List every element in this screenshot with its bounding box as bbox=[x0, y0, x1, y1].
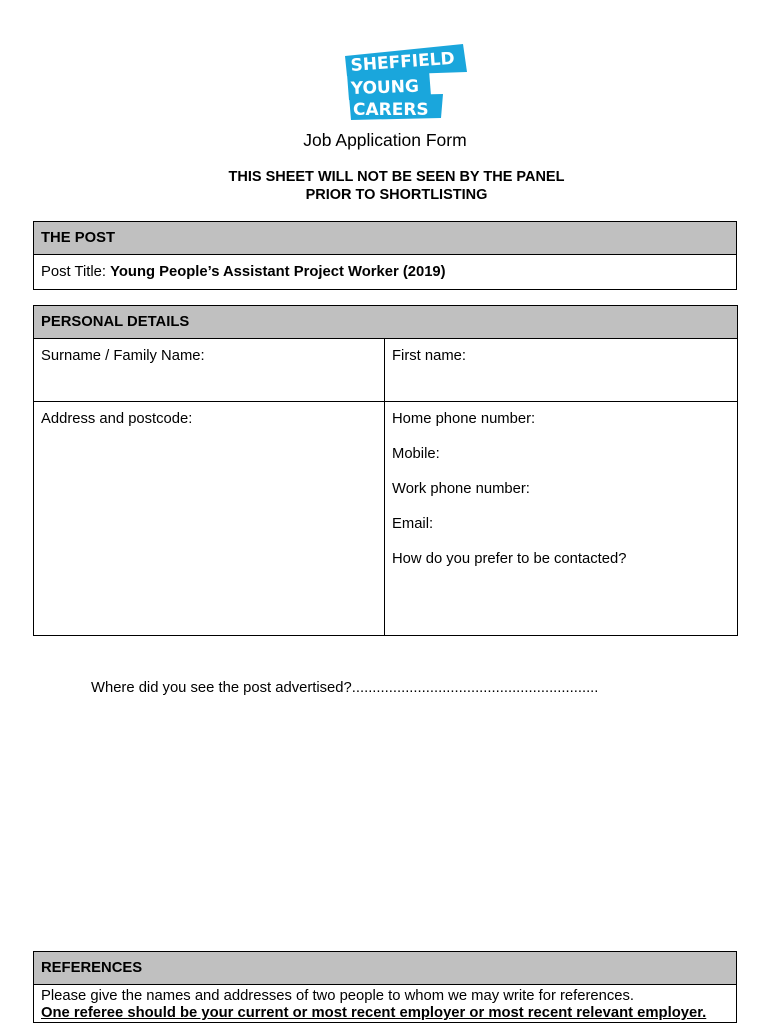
sheffield-young-carers-logo bbox=[343, 44, 469, 120]
post-title-cell[interactable] bbox=[34, 255, 737, 290]
references-requirement: One referee should be your current or most recent employer or most recent relevant employer. bbox=[41, 1005, 707, 1021]
surname-field[interactable] bbox=[34, 339, 385, 402]
notice-line1: THIS SHEET WILL NOT BE SEEN BY THE PANEL bbox=[228, 169, 565, 185]
references-section bbox=[33, 951, 737, 1023]
form-title: Job Application Form bbox=[303, 130, 467, 150]
references-text bbox=[34, 985, 737, 1023]
contact-details-field[interactable] bbox=[385, 402, 738, 636]
address-label: Address and postcode: bbox=[41, 411, 193, 427]
home-phone-label: Home phone number: bbox=[392, 411, 536, 427]
address-field[interactable] bbox=[34, 402, 385, 636]
post-section bbox=[33, 221, 737, 290]
references-instruction: Please give the names and addresses of two people to whom we may write for references. bbox=[41, 988, 635, 1004]
advert-question: Where did you see the post advertised?............................................................ bbox=[91, 680, 599, 696]
post-title-value: Young People’s Assistant Project Worker (2019) bbox=[110, 264, 446, 280]
logo-line3: CARERS bbox=[353, 100, 429, 120]
panel-notice bbox=[0, 168, 770, 204]
firstname-field[interactable] bbox=[385, 339, 738, 402]
logo-line1: SHEFFIELD bbox=[349, 48, 456, 76]
post-header: THE POST bbox=[34, 222, 737, 255]
surname-label: Surname / Family Name: bbox=[41, 348, 205, 364]
work-phone-label: Work phone number: bbox=[392, 481, 530, 497]
personal-header: PERSONAL DETAILS bbox=[34, 306, 738, 339]
notice-line2: PRIOR TO SHORTLISTING bbox=[305, 187, 488, 203]
post-title-label: Post Title: bbox=[41, 264, 106, 280]
mobile-label: Mobile: bbox=[392, 446, 440, 462]
firstname-label: First name: bbox=[392, 348, 466, 364]
logo-line2: YOUNG bbox=[350, 76, 420, 99]
references-header: REFERENCES bbox=[34, 952, 737, 985]
personal-details-section bbox=[33, 305, 738, 636]
contact-preference-label: How do you prefer to be contacted? bbox=[392, 551, 627, 567]
email-label: Email: bbox=[392, 516, 434, 532]
